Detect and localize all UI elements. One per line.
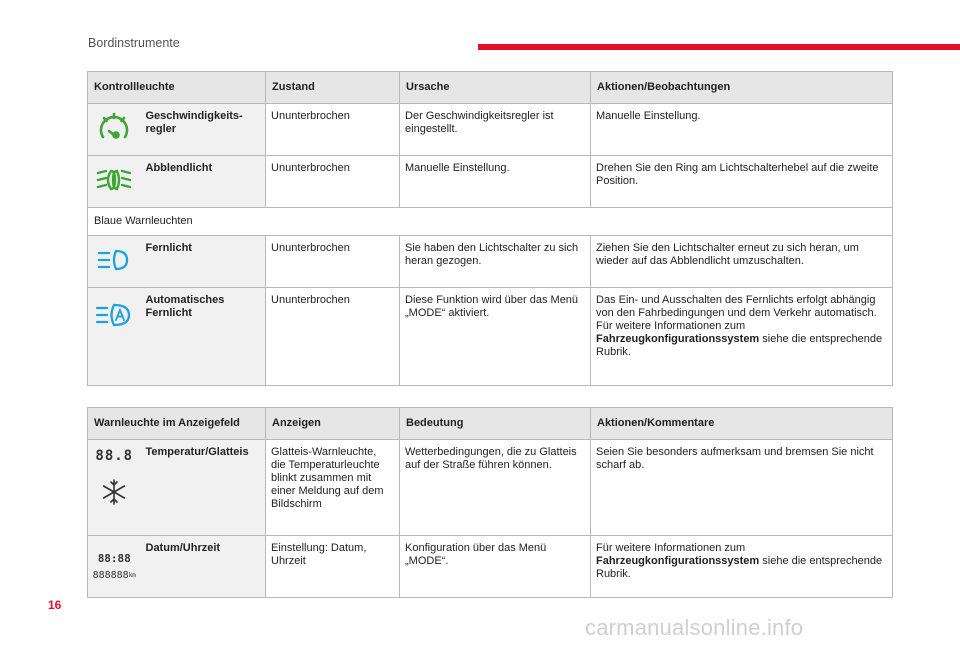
temperature-digits: 88.8	[95, 448, 134, 464]
table-row	[88, 536, 893, 598]
row-action: Manuelle Einstellung.	[591, 104, 893, 156]
row-cause: Der Geschwindigkeitsregler ist eingestellt.	[400, 104, 591, 156]
row-action: Drehen Sie den Ring am Lichtschalterhebel auf die zweite Position.	[591, 156, 893, 208]
table-row	[88, 288, 893, 386]
snowflake-icon	[99, 477, 129, 507]
action-text: Das Ein- und Ausschalten des Fernlichts erfolgt abhängig von den Fahrbedingungen und dem Verkehr automatisch. Für weitere Informationen zum	[596, 294, 877, 332]
row-name: Temperatur/Glatteis	[141, 440, 266, 536]
section-title: Bordinstrumente	[88, 36, 180, 50]
odometer-digits	[88, 569, 141, 582]
row-cause: Diese Funktion wird über das Menü „MODE“ aktiviert.	[400, 288, 591, 386]
table-row	[88, 236, 893, 288]
header-display: Anzeigen	[266, 408, 400, 440]
watermark: carmanualsonline.info	[585, 615, 804, 640]
odometer-value: 888888	[92, 569, 129, 581]
clock-digits: 88:88	[97, 551, 131, 565]
action-text-end: siehe die entsprechende Rubrik.	[596, 333, 883, 358]
blue-warning-lights-label: Blaue Warnleuchten	[88, 208, 893, 236]
row-state: Ununterbrochen	[266, 236, 400, 288]
row-action: Seien Sie besonders aufmerksam und bremsen Sie nicht scharf ab.	[591, 440, 893, 536]
auto-high-beam-icon	[88, 288, 141, 386]
row-cause: Manuelle Einstellung.	[400, 156, 591, 208]
display-warnings-table	[87, 407, 893, 598]
action-bold-text: Fahrzeugkonfigurationssystem	[596, 333, 760, 345]
header-state: Zustand	[266, 72, 400, 104]
row-name: Datum/Uhrzeit	[141, 536, 266, 598]
header-warning-light: Warnleuchte im Anzeigefeld	[88, 408, 266, 440]
odometer-unit: km	[128, 571, 136, 579]
table-header-row	[88, 72, 893, 104]
row-state: Einstellung: Datum, Uhrzeit	[266, 536, 400, 598]
row-cause: Wetterbedingungen, die zu Glatteis auf der Straße führen können.	[400, 440, 591, 536]
table-row	[88, 208, 893, 236]
row-name: Geschwindigkeits-regler	[141, 104, 266, 156]
row-state: Glatteis-Warnleuchte, die Temperaturleuchte blinkt zusammen mit einer Meldung auf dem Bildschirm	[266, 440, 400, 536]
table-header-row	[88, 408, 893, 440]
row-state: Ununterbrochen	[266, 156, 400, 208]
row-cause: Sie haben den Lichtschalter zu sich heran gezogen.	[400, 236, 591, 288]
table-row	[88, 440, 893, 536]
table-row	[88, 156, 893, 208]
row-name: Abblendlicht	[141, 156, 266, 208]
header-warning-light: Kontrollleuchte	[88, 72, 266, 104]
row-state: Ununterbrochen	[266, 288, 400, 386]
dipped-beam-icon	[88, 156, 141, 208]
table-row	[88, 104, 893, 156]
row-state: Ununterbrochen	[266, 104, 400, 156]
header-cause: Ursache	[400, 72, 591, 104]
action-bold-text: Fahrzeugkonfigurationssystem	[596, 555, 760, 567]
temperature-ice-icon	[88, 440, 141, 536]
row-action	[591, 288, 893, 386]
cruise-control-icon	[88, 104, 141, 156]
warning-lights-table	[87, 71, 893, 386]
header-actions: Aktionen/Kommentare	[591, 408, 893, 440]
row-name: Automatisches Fernlicht	[141, 288, 266, 386]
header-accent-bar	[478, 44, 960, 50]
header-meaning: Bedeutung	[400, 408, 591, 440]
action-text: Für weitere Informationen zum	[596, 542, 746, 554]
row-action	[591, 536, 893, 598]
row-action: Ziehen Sie den Lichtschalter erneut zu sich heran, um wieder auf das Abblendlicht umzuschalten.	[591, 236, 893, 288]
row-cause: Konfiguration über das Menü „MODE“.	[400, 536, 591, 598]
date-time-icon	[88, 536, 141, 598]
row-name: Fernlicht	[141, 236, 266, 288]
header-actions: Aktionen/Beobachtungen	[591, 72, 893, 104]
action-text-end: siehe die entsprechende Rubrik.	[596, 555, 883, 580]
high-beam-icon	[88, 236, 141, 288]
page-number: 16	[48, 598, 62, 612]
